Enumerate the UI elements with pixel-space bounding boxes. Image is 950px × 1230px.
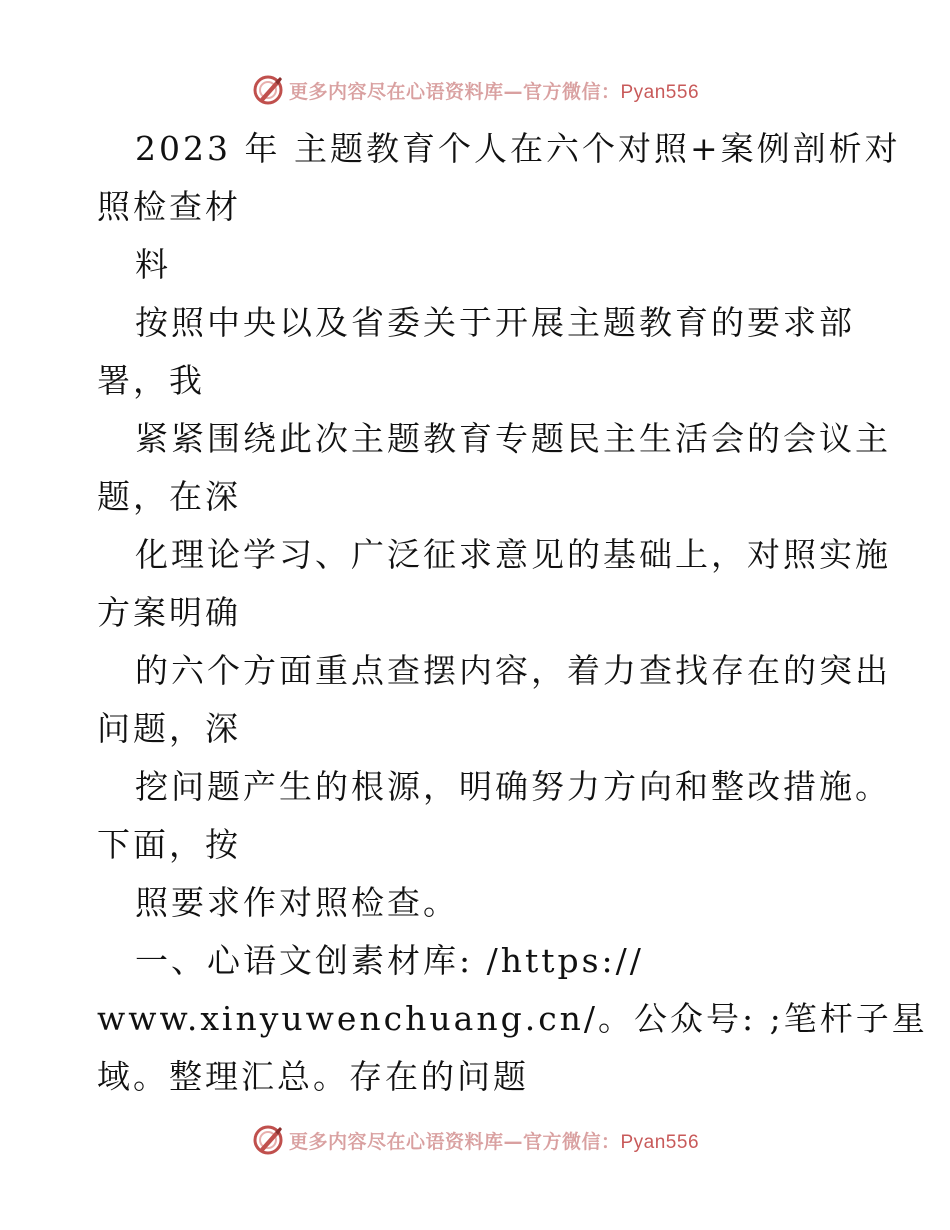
text-line: 署，我 — [97, 361, 205, 400]
watermark-brand: Pyan556 — [620, 1131, 700, 1153]
text-line: 题，在深 — [97, 477, 241, 516]
text-line: 下面，按 — [97, 825, 241, 864]
text-line: 方案明确 — [97, 593, 241, 632]
text-line: 化理论学习、广泛征求意见的基础上，对照实施 — [135, 535, 891, 574]
text-line: 照检查材 — [97, 187, 241, 226]
text-line: 的六个方面重点查摆内容，着力查找存在的突出 — [135, 651, 891, 690]
text-line: 挖问题产生的根源，明确努力方向和整改措施。 — [135, 767, 891, 806]
watermark-text: 更多内容尽在心语资料库—官方微信：Pyan556 — [288, 80, 700, 103]
text-line: 按照中央以及省委关于开展主题教育的要求部 — [135, 303, 855, 342]
text-line: 2023 年 主题教育个人在六个对照+案例剖析对 — [135, 129, 901, 168]
watermark-text: 更多内容尽在心语资料库—官方微信：Pyan556 — [288, 1130, 700, 1153]
quill-pen-logo-icon — [251, 1123, 285, 1157]
text-line: 一、心语文创素材库: /https:// — [135, 941, 644, 980]
text-line: 问题，深 — [97, 709, 241, 748]
text-line: 域。整理汇总。存在的问题 — [97, 1057, 529, 1096]
document-body — [97, 120, 928, 1106]
header-watermark — [0, 70, 950, 110]
footer-watermark — [0, 1120, 950, 1160]
text-line: 紧紧围绕此次主题教育专题民主生活会的会议主 — [135, 419, 891, 458]
text-line: 料 — [135, 245, 171, 284]
quill-pen-logo-icon — [251, 73, 285, 107]
text-line: www.xinyuwenchuang.cn/。公众号: ;笔杆子星 — [97, 999, 928, 1038]
text-line: 照要求作对照检查。 — [135, 883, 459, 922]
watermark-brand: Pyan556 — [620, 81, 700, 103]
